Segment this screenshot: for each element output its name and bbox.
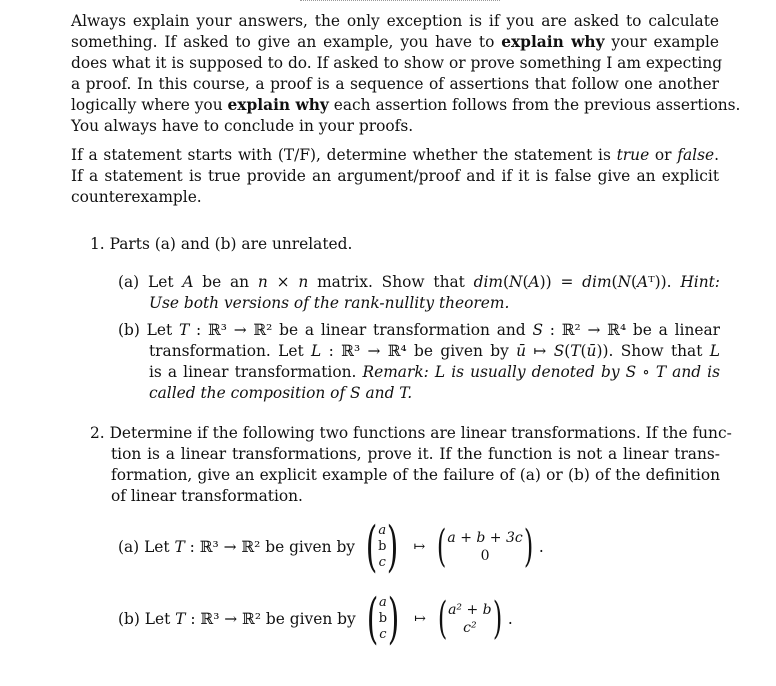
text-line <box>118 320 720 341</box>
text-segment: logically where you <box>71 96 228 114</box>
question-2 <box>90 423 732 507</box>
text-segment: ( <box>631 273 638 291</box>
true-false-paragraph <box>71 145 719 208</box>
text-segment: T <box>178 321 190 339</box>
text-segment: does what it is supposed to do. If asked to show or prove something I am expecting <box>71 54 723 72</box>
text-segment: S <box>553 342 565 360</box>
text-line <box>118 383 720 404</box>
text-segment: N <box>509 273 523 291</box>
text-line <box>118 341 720 362</box>
text-segment: ū <box>516 342 527 360</box>
text-line <box>71 53 723 74</box>
text-segment: : ℝ³ → ℝ⁴ be given by <box>321 342 517 360</box>
text-segment: explain why <box>501 33 605 51</box>
period: . <box>538 537 544 556</box>
text-segment: : ℝ² → ℝ⁴ be a linear <box>542 321 720 339</box>
question-2b <box>118 586 513 652</box>
output-vector-b: a² + b c² <box>448 602 492 636</box>
mapsto-symbol: ↦ <box>413 538 426 555</box>
text-line <box>90 423 732 444</box>
text-line <box>71 187 719 208</box>
text-line <box>71 11 719 32</box>
text-segment: explain why <box>227 96 329 114</box>
text-segment: Hint: <box>680 273 720 291</box>
text-segment: a proof. In this course, a proof is a sequence of assertions that follow one another <box>71 75 719 93</box>
text-segment: L <box>709 342 721 360</box>
page-top-rule <box>300 0 500 3</box>
text-segment: If a statement starts with (T/F), determine whether the statement is <box>71 146 617 164</box>
text-segment: tion is a linear transformations, prove it. If the function is not a linear trans- <box>111 445 720 463</box>
text-segment: of linear transformation. <box>111 487 303 505</box>
text-line <box>118 272 720 293</box>
text-segment: T <box>570 342 581 360</box>
text-segment: dim <box>582 273 612 291</box>
text-segment: (a) Let <box>118 273 183 291</box>
text-segment: : ℝ³ → ℝ² be a linear transformation and <box>189 321 533 339</box>
text-line <box>90 486 720 507</box>
text-segment: (b) Let <box>118 321 179 339</box>
text-segment: be an <box>193 273 258 291</box>
text-segment: N <box>617 273 632 291</box>
text-segment: S <box>532 321 543 339</box>
text-segment: You always have to conclude in your proofs. <box>71 117 414 135</box>
text-segment: is a linear transformation. <box>149 363 363 381</box>
left-paren: ( <box>365 515 378 578</box>
text-line <box>71 32 719 53</box>
text-segment: dim <box>473 273 504 291</box>
text-segment: n <box>298 273 309 291</box>
right-paren: ) <box>492 593 502 644</box>
text-segment: ( <box>522 273 529 291</box>
text-segment: n <box>257 273 268 291</box>
text-segment: ( <box>580 342 587 360</box>
text-line <box>90 465 720 486</box>
left-paren: ( <box>437 593 448 644</box>
text-segment: )). Show that <box>596 342 710 360</box>
text-segment: . <box>714 146 719 164</box>
text-segment: L <box>311 342 322 360</box>
text-segment: called the composition of S and T. <box>149 384 413 402</box>
text-segment: ū <box>586 342 597 360</box>
question-1a <box>118 272 720 314</box>
text-segment: Always explain your answers, the only exception is if you are asked to calculate <box>71 12 719 30</box>
text-segment: ᵀ)). <box>648 273 681 291</box>
text-segment: A <box>182 273 194 291</box>
text-segment: counterexample. <box>71 188 202 206</box>
question-2a <box>118 514 544 580</box>
text-segment: Remark: L is usually denoted by S ∘ T and is <box>362 363 720 381</box>
text-line <box>90 444 720 465</box>
question-2b-label: (b) Let T : ℝ³ → ℝ² be given by <box>118 609 356 628</box>
text-segment: ( <box>503 273 510 291</box>
text-segment: × <box>267 273 299 291</box>
text-segment: A <box>528 273 540 291</box>
question-2a-label: (a) Let T : ℝ³ → ℝ² be given by <box>118 537 355 556</box>
left-paren: ( <box>437 521 447 572</box>
text-segment: ↦ <box>526 342 554 360</box>
text-segment: formation, give an explicit example of the failure of (a) or (b) of the definition <box>111 466 720 484</box>
input-vector-a: a b c <box>378 523 387 570</box>
question-1b <box>118 320 720 404</box>
text-segment: or <box>649 146 678 164</box>
text-segment: matrix. Show that <box>308 273 474 291</box>
text-segment: 2. Determine if the following two functions are linear transformations. If the func- <box>90 424 732 442</box>
text-line <box>71 95 741 116</box>
text-segment: true <box>616 146 650 164</box>
text-segment: Use both versions of the rank-nullity theorem. <box>149 294 510 312</box>
text-line <box>71 166 719 187</box>
left-paren: ( <box>366 587 379 650</box>
right-paren: ) <box>387 587 400 650</box>
intro-paragraph <box>71 11 741 137</box>
text-line <box>71 116 719 137</box>
text-line <box>118 362 720 383</box>
text-line <box>71 74 719 95</box>
text-line <box>71 145 719 166</box>
text-segment: something. If asked to give an example, you have to <box>71 33 502 51</box>
right-paren: ) <box>387 515 399 578</box>
output-vector-a: a + b + 3c 0 <box>447 530 523 564</box>
text-segment: ( <box>611 273 618 291</box>
text-segment: If a statement is true provide an argument/proof and if it is false give an explicit <box>71 167 719 185</box>
text-segment: )) = <box>539 273 583 291</box>
text-segment: transformation. Let <box>149 342 312 360</box>
text-line <box>118 293 720 314</box>
period: . <box>507 609 513 628</box>
text-segment: A <box>637 273 649 291</box>
input-vector-b: a b c <box>378 595 388 642</box>
text-segment: your example <box>604 33 719 51</box>
question-1-header: 1. Parts (a) and (b) are unrelated. <box>90 235 353 253</box>
text-segment: ( <box>564 342 571 360</box>
text-segment: each assertion follows from the previous assertions. <box>328 96 741 114</box>
text-segment: false <box>677 146 715 164</box>
right-paren: ) <box>523 521 534 572</box>
mapsto-symbol: ↦ <box>414 610 426 627</box>
